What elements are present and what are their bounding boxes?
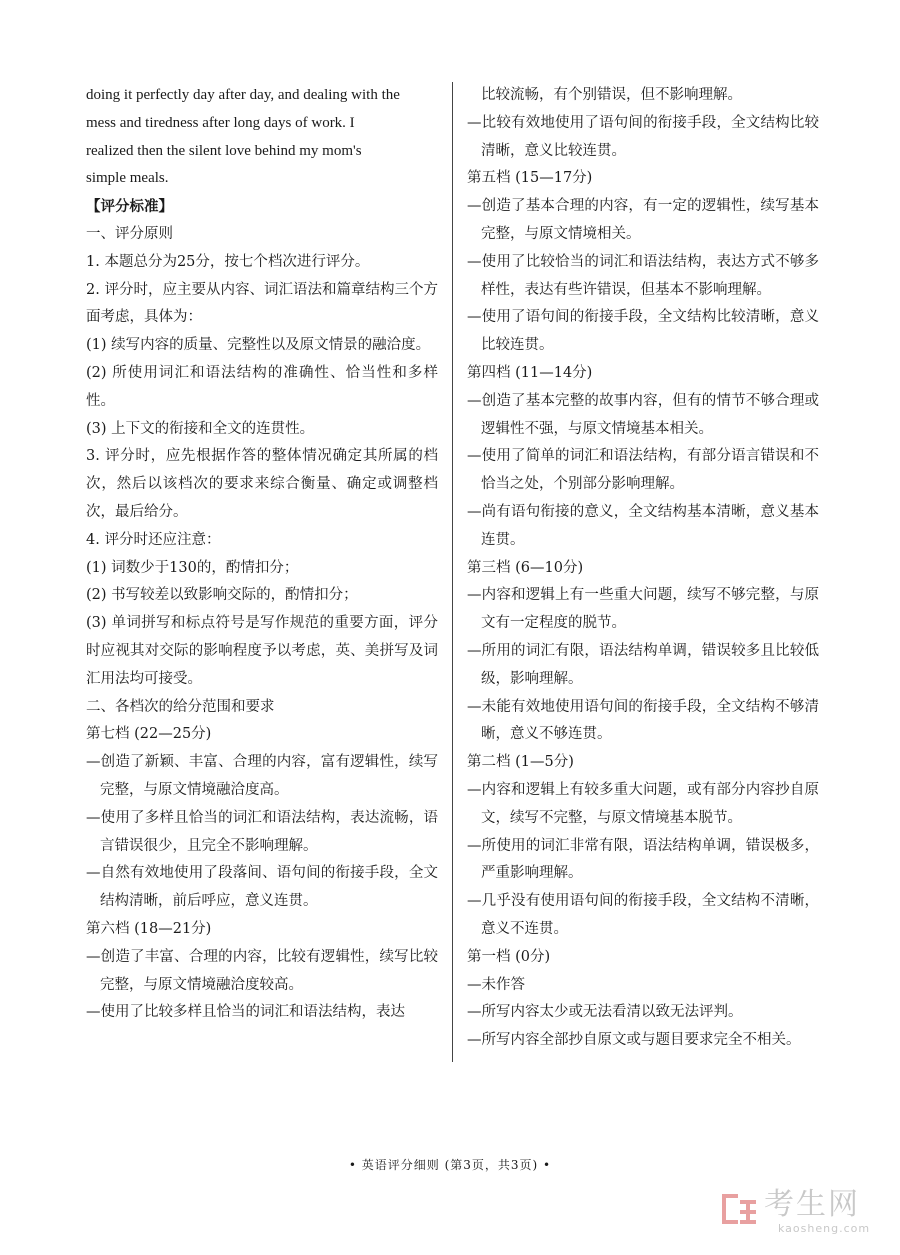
principle-4c: (3) 单词拼写和标点符号是写作规范的重要方面，评分时应视其对交际的影响程度予以考虑，英、美拼写及词汇用法均可接受。 bbox=[86, 615, 438, 687]
section-1-title: 一、评分原则 bbox=[86, 225, 173, 242]
grade-5-item: —使用了语句间的衔接手段，全文结构比较清晰，意义比较连贯。 bbox=[467, 309, 819, 354]
grade-7-item: —使用了多样且恰当的词汇和语法结构，表达流畅，语言错误很少，且完全不影响理解。 bbox=[86, 809, 438, 854]
grade-2-item: —内容和逻辑上有较多重大问题，或有部分内容抄自原文，续写不完整，与原文情境基本脱节。 bbox=[467, 781, 819, 826]
essay-line-4: simple meals. bbox=[86, 170, 169, 187]
kaosheng-logo-icon bbox=[720, 1190, 758, 1228]
watermark bbox=[720, 1188, 880, 1236]
watermark-url: kaosheng.com bbox=[778, 1222, 871, 1235]
principle-2a: (1) 续写内容的质量、完整性以及原文情景的融洽度。 bbox=[86, 337, 431, 354]
grade-2-title: 第二档 (1—5分) bbox=[467, 754, 574, 771]
grade-5-item: —创造了基本合理的内容，有一定的逻辑性，续写基本完整，与原文情境相关。 bbox=[467, 198, 819, 242]
grade-6-title: 第六档 (18—21分) bbox=[86, 920, 212, 937]
grade-5-title: 第五档 (15—17分) bbox=[467, 170, 593, 187]
grade-1-item: —所写内容太少或无法看清以致无法评判。 bbox=[467, 1004, 743, 1021]
principle-2: 2. 评分时，应主要从内容、词汇语法和篇章结构三个方面考虑，具体为： bbox=[86, 281, 438, 326]
column-divider bbox=[452, 82, 453, 1062]
grade-3-title: 第三档 (6—10分) bbox=[467, 559, 584, 576]
section-2-title: 二、各档次的给分范围和要求 bbox=[86, 698, 275, 715]
left-column bbox=[86, 82, 438, 1027]
grade-6-item: —比较有效地使用了语句间的衔接手段，全文结构比较清晰，意义比较连贯。 bbox=[467, 114, 819, 159]
grade-7-item: —自然有效地使用了段落间、语句间的衔接手段，全文结构清晰，前后呼应，意义连贯。 bbox=[86, 865, 438, 910]
essay-line-3: realized then the silent love behind my mom's bbox=[86, 142, 362, 159]
grade-3-item: —所用的词汇有限，语法结构单调，错误较多且比较低级，影响理解。 bbox=[467, 642, 819, 687]
grade-3-item: —内容和逻辑上有一些重大问题，续写不够完整，与原文有一定程度的脱节。 bbox=[467, 587, 819, 632]
principle-4b: (2) 书写较差以致影响交际的，酌情扣分； bbox=[86, 587, 358, 604]
grade-4-item: —创造了基本完整的故事内容，但有的情节不够合理或逻辑性不强，与原文情境基本相关。 bbox=[467, 392, 819, 437]
grade-7-item: —创造了新颖、丰富、合理的内容，富有逻辑性，续写完整，与原文情境融洽度高。 bbox=[86, 754, 438, 798]
page-footer: • 英语评分细则 (第3页，共3页) • bbox=[348, 1158, 552, 1172]
grade-1-title: 第一档 (0分) bbox=[467, 948, 551, 965]
essay-line-2: mess and tiredness after long days of work. I bbox=[86, 114, 355, 131]
grade-6-item: —使用了比较多样且恰当的词汇和语法结构，表达 bbox=[86, 1004, 405, 1021]
principle-3: 3. 评分时，应先根据作答的整体情况确定其所属的档次，然后以该档次的要求来综合衡量、确定或调整档次，最后给分。 bbox=[86, 448, 438, 520]
grade-5-item: —使用了比较恰当的词汇和语法结构，表达方式不够多样性，表达有些许错误，但基本不影响理解。 bbox=[467, 253, 819, 298]
scoring-heading: 【评分标准】 bbox=[86, 198, 173, 216]
grade-3-item: —未能有效地使用语句间的衔接手段，全文结构不够清晰，意义不够连贯。 bbox=[467, 698, 819, 743]
grade-4-item: —尚有语句衔接的意义，全文结构基本清晰，意义基本连贯。 bbox=[467, 503, 819, 548]
principle-4: 4. 评分时还应注意： bbox=[86, 531, 221, 548]
principle-4a: (1) 词数少于130的，酌情扣分； bbox=[86, 559, 299, 576]
watermark-brand: 考生网 bbox=[764, 1187, 860, 1222]
principle-2c: (3) 上下文的衔接和全文的连贯性。 bbox=[86, 420, 315, 437]
principle-2b: (2) 所使用词汇和语法结构的准确性、恰当性和多样性。 bbox=[86, 364, 438, 409]
right-column bbox=[467, 82, 819, 1055]
grade-7-title: 第七档 (22—25分) bbox=[86, 726, 212, 743]
essay-line-1: doing it perfectly day after day, and dealing with the bbox=[86, 87, 400, 103]
grade-6-item: —创造了丰富、合理的内容，比较有逻辑性，续写比较完整，与原文情境融洽度较高。 bbox=[86, 948, 438, 993]
grade-4-item: —使用了简单的词汇和语法结构，有部分语言错误和不恰当之处，个别部分影响理解。 bbox=[467, 448, 819, 493]
grade-1-item: —所写内容全部抄自原文或与题目要求完全不相关。 bbox=[467, 1032, 801, 1049]
grade-1-item: —未作答 bbox=[467, 976, 525, 993]
grade-4-title: 第四档 (11—14分) bbox=[467, 364, 593, 381]
grade-6-item-continued: 比较流畅，有个别错误，但不影响理解。 bbox=[481, 87, 742, 103]
principle-1: 1. 本题总分为25分，按七个档次进行评分。 bbox=[86, 253, 370, 270]
grade-2-item: —所使用的词汇非常有限，语法结构单调，错误极多，严重影响理解。 bbox=[467, 837, 819, 882]
grade-2-item: —几乎没有使用语句间的衔接手段，全文结构不清晰，意义不连贯。 bbox=[467, 893, 819, 937]
